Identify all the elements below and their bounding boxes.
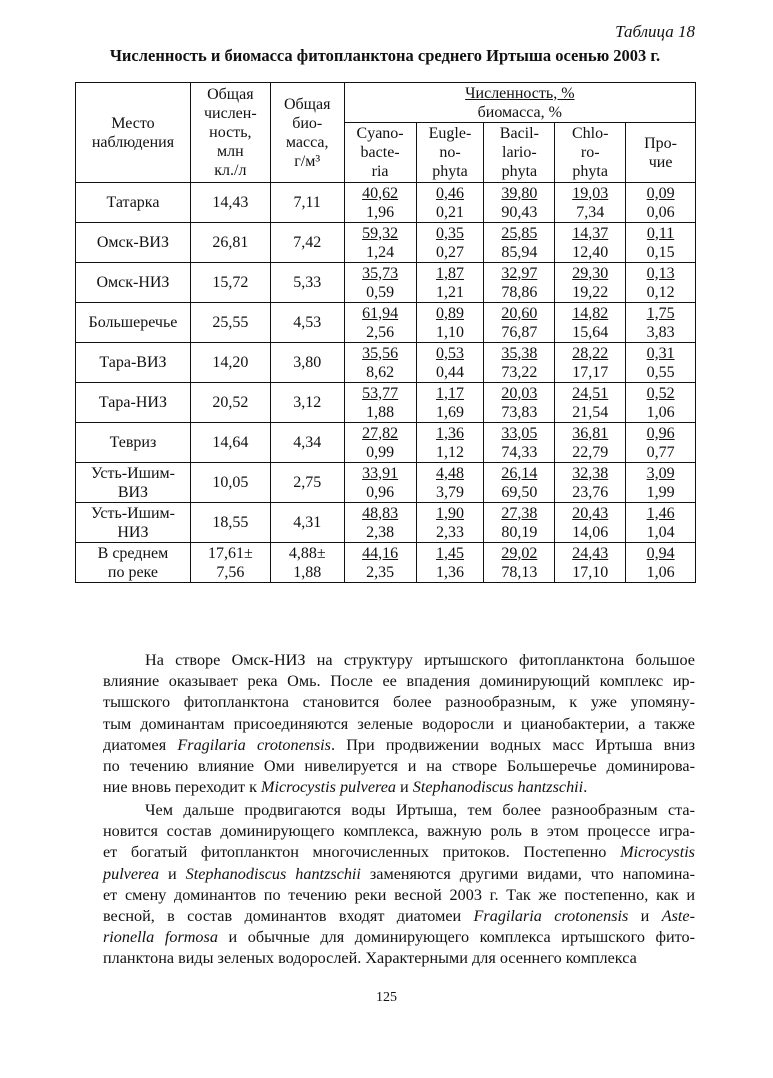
header-count: Общая числен- ность, млн кл./л <box>190 83 270 183</box>
cell-chlorophyta <box>555 383 626 423</box>
cell-other <box>626 543 696 583</box>
cell-other <box>626 383 696 423</box>
table-row <box>76 503 696 543</box>
text-line <box>103 671 695 692</box>
text-line <box>103 756 695 777</box>
header-place: Место наблюдения <box>76 83 191 183</box>
header-group: Численность, % биомасса, % <box>344 83 695 123</box>
cell-biomass: 3,12 <box>270 383 344 423</box>
cell-biomass: 4,34 <box>270 423 344 463</box>
cell-other <box>626 183 696 223</box>
text-line <box>103 650 695 671</box>
cell-chlorophyta <box>555 343 626 383</box>
biomass-percent: 15,64 <box>572 323 609 341</box>
biomass-percent: 0,77 <box>646 443 675 461</box>
abundance-percent: 1,87 <box>435 264 464 282</box>
cell-biomass: 3,80 <box>270 343 344 383</box>
cell-other <box>626 463 696 503</box>
cell-count: 25,55 <box>190 303 270 343</box>
cell-cyanobacteria <box>344 223 416 263</box>
abundance-percent: 0,13 <box>646 264 675 282</box>
cell-cyanobacteria <box>344 303 416 343</box>
cell-chlorophyta <box>555 423 626 463</box>
biomass-percent: 78,86 <box>501 283 538 301</box>
cell-other <box>626 343 696 383</box>
abundance-percent: 40,62 <box>362 184 399 202</box>
biomass-percent: 2,35 <box>366 563 395 581</box>
table-title: Численность и биомасса фитопланктона среднего Иртыша осенью 2003 г. <box>109 46 661 65</box>
cell-biomass: 7,42 <box>270 223 344 263</box>
biomass-percent: 85,94 <box>501 243 538 261</box>
cell-cyanobacteria <box>344 263 416 303</box>
biomass-percent: 0,59 <box>366 283 395 301</box>
biomass-percent: 0,12 <box>646 283 675 301</box>
abundance-percent: 1,36 <box>435 424 464 442</box>
cell-bacillariophyta <box>484 463 555 503</box>
abundance-percent: 29,02 <box>501 544 538 562</box>
biomass-percent: 1,06 <box>646 403 675 421</box>
species-name: Microcystis <box>620 843 695 862</box>
species-name: Aste- <box>661 907 695 926</box>
text-segment: весной, в состав доминантов входят диатомеи <box>103 907 474 926</box>
abundance-percent: 29,30 <box>572 264 609 282</box>
cell-other <box>626 263 696 303</box>
abundance-percent: 0,52 <box>646 384 675 402</box>
text-line <box>103 777 695 798</box>
abundance-percent: 14,37 <box>572 224 609 242</box>
text-line <box>103 906 695 927</box>
biomass-percent: 2,56 <box>366 323 395 341</box>
cell-bacillariophyta <box>484 503 555 543</box>
abundance-percent: 39,80 <box>501 184 538 202</box>
abundance-percent: 1,90 <box>435 504 464 522</box>
paragraph <box>103 650 695 798</box>
cell-bacillariophyta <box>484 383 555 423</box>
abundance-percent: 36,81 <box>572 424 609 442</box>
biomass-percent: 3,79 <box>435 483 464 501</box>
abundance-percent: 0,35 <box>435 224 464 242</box>
biomass-percent: 0,96 <box>366 483 395 501</box>
cell-biomass: 2,75 <box>270 463 344 503</box>
biomass-percent: 22,79 <box>572 443 609 461</box>
table-row <box>76 263 696 303</box>
text-segment: новится состав доминирующего комплекса, важную роль в этом процессе игра- <box>103 822 695 841</box>
biomass-percent: 74,33 <box>501 443 538 461</box>
text-segment: . При продвижении водных масс Иртыша вниз <box>330 735 695 754</box>
cell-chlorophyta <box>555 223 626 263</box>
cell-count: 14,64 <box>190 423 270 463</box>
cell-bacillariophyta <box>484 223 555 263</box>
table-number: Таблица 18 <box>615 22 695 41</box>
cell-bacillariophyta <box>484 263 555 303</box>
text-line <box>103 821 695 842</box>
biomass-percent: 2,38 <box>366 523 395 541</box>
species-name: Microcystis pulverea <box>260 778 396 797</box>
cell-place: Усть-Ишим- НИЗ <box>76 503 191 543</box>
abundance-percent: 20,43 <box>572 504 609 522</box>
abundance-percent: 35,73 <box>362 264 399 282</box>
abundance-percent: 61,94 <box>362 304 399 322</box>
cell-biomass: 4,53 <box>270 303 344 343</box>
biomass-percent: 14,06 <box>572 523 609 541</box>
biomass-percent: 69,50 <box>501 483 538 501</box>
biomass-percent: 1,06 <box>646 563 675 581</box>
species-name: Stephanodiscus hantzschii <box>185 864 361 883</box>
abundance-percent: 0,96 <box>646 424 675 442</box>
cell-bacillariophyta <box>484 303 555 343</box>
cell-chlorophyta <box>555 503 626 543</box>
cell-cyanobacteria <box>344 543 416 583</box>
biomass-percent: 1,21 <box>435 283 464 301</box>
text-segment: и <box>628 907 662 926</box>
biomass-percent: 1,04 <box>646 523 675 541</box>
species-name: pulverea <box>103 864 160 883</box>
abundance-percent: 0,11 <box>646 224 675 242</box>
cell-place: Усть-Ишим- ВИЗ <box>76 463 191 503</box>
cell-chlorophyta <box>555 263 626 303</box>
text-line <box>103 864 695 885</box>
cell-cyanobacteria <box>344 463 416 503</box>
header-euglenophyta: Eugle- no- phyta <box>416 123 484 183</box>
biomass-percent: 1,99 <box>646 483 675 501</box>
table-row <box>76 183 696 223</box>
cell-place: Большеречье <box>76 303 191 343</box>
biomass-percent: 78,13 <box>501 563 538 581</box>
header-cyanobacteria: Cyano- bacte- ria <box>344 123 416 183</box>
cell-cyanobacteria <box>344 383 416 423</box>
cell-euglenophyta <box>416 223 484 263</box>
abundance-percent: 28,22 <box>572 344 609 362</box>
text-segment: На створе Омск-НИЗ на структуру иртышского фитопланктона большое <box>145 651 695 669</box>
cell-euglenophyta <box>416 183 484 223</box>
species-name: rionella formosa <box>103 928 218 947</box>
biomass-percent: 1,12 <box>435 443 464 461</box>
header-biomass: Общая био- масса, г/м³ <box>270 83 344 183</box>
text-line <box>103 714 695 735</box>
biomass-percent: 0,55 <box>646 363 675 381</box>
cell-place: Тара-НИЗ <box>76 383 191 423</box>
cell-cyanobacteria <box>344 343 416 383</box>
cell-chlorophyta <box>555 183 626 223</box>
text-line <box>103 735 695 756</box>
biomass-percent: 73,83 <box>501 403 538 421</box>
abundance-percent: 24,51 <box>572 384 609 402</box>
abundance-percent: 48,83 <box>362 504 399 522</box>
abundance-percent: 27,82 <box>362 424 399 442</box>
text-segment: заменяются другими видами, что напомина- <box>360 864 695 883</box>
species-name: Stephanodiscus hantzschii <box>412 778 584 797</box>
text-segment: . <box>583 778 588 797</box>
cell-biomass: 5,33 <box>270 263 344 303</box>
abundance-percent: 0,94 <box>646 544 675 562</box>
text-line <box>103 800 695 821</box>
biomass-percent: 1,69 <box>435 403 464 421</box>
biomass-percent: 0,21 <box>435 203 464 221</box>
header-other: Про- чие <box>626 123 696 183</box>
table-row <box>76 463 696 503</box>
cell-place: Татарка <box>76 183 191 223</box>
biomass-percent: 0,99 <box>366 443 395 461</box>
cell-place: В среднем по реке <box>76 543 191 583</box>
cell-euglenophyta <box>416 343 484 383</box>
biomass-percent: 12,40 <box>572 243 609 261</box>
text-segment: ет смену доминантов по течению реки весной 2003 г. Так же постепенно, как и <box>103 885 695 904</box>
cell-count: 14,43 <box>190 183 270 223</box>
abundance-percent: 59,32 <box>362 224 399 242</box>
abundance-percent: 0,89 <box>435 304 464 322</box>
cell-other <box>626 303 696 343</box>
text-segment: планктона виды зеленых водорослей. Характерными для осеннего комплекса <box>103 949 637 968</box>
text-line <box>103 927 695 948</box>
phytoplankton-table <box>75 82 696 583</box>
cell-bacillariophyta <box>484 423 555 463</box>
text-segment: диатомея <box>103 735 178 754</box>
cell-biomass: 4,31 <box>270 503 344 543</box>
abundance-percent: 14,82 <box>572 304 609 322</box>
abundance-percent: 1,75 <box>646 304 675 322</box>
cell-cyanobacteria <box>344 183 416 223</box>
abundance-percent: 1,17 <box>435 384 464 402</box>
cell-count: 10,05 <box>190 463 270 503</box>
cell-other <box>626 423 696 463</box>
table-row <box>76 543 696 583</box>
text-segment: влияние оказывает река Омь. После ее впадения доминирующий комплекс ир- <box>103 672 695 691</box>
table-row <box>76 383 696 423</box>
abundance-percent: 27,38 <box>501 504 538 522</box>
abundance-percent: 20,60 <box>501 304 538 322</box>
biomass-percent: 0,44 <box>435 363 464 381</box>
abundance-percent: 0,53 <box>435 344 464 362</box>
text-segment: Чем дальше продвигаются воды Иртыша, тем более разнообразным ста- <box>145 801 695 819</box>
abundance-percent: 3,09 <box>646 464 675 482</box>
abundance-percent: 32,38 <box>572 464 609 482</box>
biomass-percent: 3,83 <box>646 323 675 341</box>
abundance-percent: 1,46 <box>646 504 675 522</box>
cell-euglenophyta <box>416 263 484 303</box>
abundance-percent: 0,09 <box>646 184 675 202</box>
abundance-percent: 32,97 <box>501 264 538 282</box>
cell-count: 15,72 <box>190 263 270 303</box>
biomass-percent: 1,96 <box>366 203 395 221</box>
biomass-percent: 17,10 <box>572 563 609 581</box>
text-line <box>103 948 695 969</box>
biomass-percent: 0,15 <box>646 243 675 261</box>
biomass-percent: 1,24 <box>366 243 395 261</box>
cell-count: 18,55 <box>190 503 270 543</box>
cell-count: 17,61± 7,56 <box>190 543 270 583</box>
biomass-percent: 23,76 <box>572 483 609 501</box>
abundance-percent: 33,91 <box>362 464 399 482</box>
cell-place: Омск-ВИЗ <box>76 223 191 263</box>
cell-euglenophyta <box>416 303 484 343</box>
cell-cyanobacteria <box>344 503 416 543</box>
table-row <box>76 343 696 383</box>
cell-other <box>626 223 696 263</box>
cell-other <box>626 503 696 543</box>
biomass-percent: 80,19 <box>501 523 538 541</box>
header-chlorophyta: Chlo- ro- phyta <box>555 123 626 183</box>
biomass-percent: 2,33 <box>435 523 464 541</box>
cell-chlorophyta <box>555 543 626 583</box>
cell-bacillariophyta <box>484 183 555 223</box>
cell-place: Тара-ВИЗ <box>76 343 191 383</box>
header-bacillariophyta: Bacil- lario- phyta <box>484 123 555 183</box>
abundance-percent: 53,77 <box>362 384 399 402</box>
cell-bacillariophyta <box>484 543 555 583</box>
cell-chlorophyta <box>555 303 626 343</box>
text-segment: ние вновь переходит к <box>103 778 261 797</box>
cell-count: 14,20 <box>190 343 270 383</box>
abundance-percent: 26,14 <box>501 464 538 482</box>
biomass-percent: 0,06 <box>646 203 675 221</box>
text-segment: и <box>159 864 186 883</box>
cell-euglenophyta <box>416 383 484 423</box>
cell-bacillariophyta <box>484 343 555 383</box>
paragraph <box>103 800 695 970</box>
abundance-percent: 35,38 <box>501 344 538 362</box>
cell-count: 26,81 <box>190 223 270 263</box>
text-segment: тым доминантам присоединяются зеленые водоросли и цианобактерии, а также <box>103 714 695 733</box>
biomass-percent: 7,34 <box>576 203 605 221</box>
abundance-percent: 24,43 <box>572 544 609 562</box>
biomass-percent: 0,27 <box>435 243 464 261</box>
abundance-percent: 44,16 <box>362 544 399 562</box>
text-line <box>103 692 695 713</box>
text-segment: и <box>396 778 413 797</box>
abundance-percent: 35,56 <box>362 344 399 362</box>
biomass-percent: 1,10 <box>435 323 464 341</box>
text-segment: и обычные для доминирующего комплекса иртышского фито- <box>217 928 695 947</box>
biomass-percent: 17,17 <box>572 363 609 381</box>
cell-euglenophyta <box>416 463 484 503</box>
abundance-percent: 1,45 <box>435 544 464 562</box>
text-segment: ет богатый фитопланктон многочисленных притоков. Постепенно <box>103 843 621 862</box>
cell-biomass: 7,11 <box>270 183 344 223</box>
abundance-percent: 4,48 <box>435 464 464 482</box>
cell-biomass: 4,88± 1,88 <box>270 543 344 583</box>
biomass-percent: 21,54 <box>572 403 609 421</box>
cell-cyanobacteria <box>344 423 416 463</box>
biomass-percent: 1,36 <box>435 563 464 581</box>
cell-place: Тевриз <box>76 423 191 463</box>
biomass-percent: 19,22 <box>572 283 609 301</box>
species-name: Fragilaria crotonensis <box>473 907 629 926</box>
abundance-percent: 20,03 <box>501 384 538 402</box>
cell-euglenophyta <box>416 423 484 463</box>
cell-count: 20,52 <box>190 383 270 423</box>
table-row <box>76 223 696 263</box>
cell-chlorophyta <box>555 463 626 503</box>
text-line <box>103 885 695 906</box>
biomass-percent: 73,22 <box>501 363 538 381</box>
cell-euglenophyta <box>416 543 484 583</box>
biomass-percent: 76,87 <box>501 323 538 341</box>
text-segment: по течению влияние Оми нивелируется и на створе Большеречье доминирова- <box>103 757 695 776</box>
abundance-percent: 0,46 <box>435 184 464 202</box>
biomass-percent: 1,88 <box>366 403 395 421</box>
cell-place: Омск-НИЗ <box>76 263 191 303</box>
biomass-percent: 8,62 <box>366 363 395 381</box>
species-name: Fragilaria crotonensis <box>177 735 331 754</box>
biomass-percent: 90,43 <box>501 203 538 221</box>
text-line <box>103 842 695 863</box>
abundance-percent: 0,31 <box>646 344 675 362</box>
abundance-percent: 25,85 <box>501 224 538 242</box>
table-row <box>76 423 696 463</box>
table-body <box>76 183 696 583</box>
abundance-percent: 33,05 <box>501 424 538 442</box>
abundance-percent: 19,03 <box>572 184 609 202</box>
page-number: 125 <box>376 990 397 1005</box>
cell-euglenophyta <box>416 503 484 543</box>
table-row <box>76 303 696 343</box>
text-segment: тышского фитопланктона становится более разнообразным, к уже упомяну- <box>103 693 695 712</box>
